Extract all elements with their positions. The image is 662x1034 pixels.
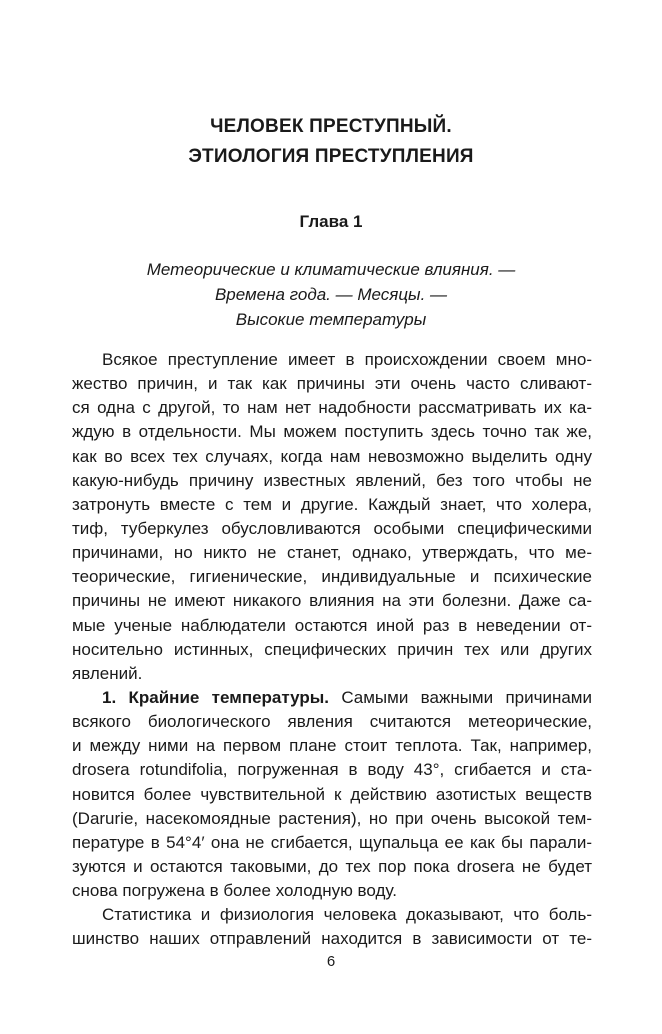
text-line: drosera rotundifolia, погруженная в воду 43°, сгибается и ста- bbox=[72, 760, 592, 780]
summary-line: Времена года. — Месяцы. — bbox=[214, 285, 448, 304]
text-line: как во всех тех случаях, когда нам невозможно выделить одну bbox=[72, 446, 592, 466]
text-line: тиф, туберкулез обусловливаются особыми специфическими bbox=[72, 518, 592, 538]
text-line: Статистика и физиология человека доказывают, что боль- bbox=[102, 905, 592, 925]
text-run: Самыми важными причинами bbox=[328, 687, 592, 707]
text-line bbox=[72, 686, 592, 710]
text-line: какую-нибудь причину известных явлений, без того чтобы не bbox=[72, 470, 592, 490]
text-line: жество причин, и так как причины эти очень часто сливают- bbox=[72, 374, 592, 394]
chapter-summary bbox=[0, 257, 662, 332]
text-line: Всякое преступление имеет в происхождении своем мно- bbox=[102, 350, 592, 369]
text-line: новится более чувствительной к действию азотистых веществ bbox=[72, 784, 592, 804]
text-line: шинство наших отправлений находится в зависимости от те- bbox=[72, 929, 592, 949]
text-line: всякого биологического явления считаются метеорические, bbox=[72, 712, 592, 732]
text-line: носительно истинных, специфических причин тех или других bbox=[72, 639, 592, 659]
text-line: причины не имеют никакого влияния на эти болезни. Даже са- bbox=[72, 591, 592, 611]
page-number: 6 bbox=[326, 953, 336, 970]
summary-line: Высокие температуры bbox=[235, 310, 427, 329]
text-line: зуются и остаются таковыми, до тех пор пока drosera не будет bbox=[72, 856, 592, 876]
text-line: (Darurie, насекомоядные растения), но при очень высокой тем- bbox=[72, 808, 592, 828]
text-line: и между ними на первом плане стоит теплота. Так, например, bbox=[72, 736, 592, 756]
title-line-2: ЭТИОЛОГИЯ ПРЕСТУПЛЕНИЯ bbox=[188, 146, 474, 167]
body-text bbox=[72, 348, 592, 952]
section-runin-heading: 1. Крайние температуры. bbox=[102, 687, 329, 707]
text-line: снова погружена в более холодную воду. bbox=[72, 881, 397, 901]
title-line-1: ЧЕЛОВЕК ПРЕСТУПНЫЙ. bbox=[210, 116, 452, 137]
text-line: ся одна с другой, то нам нет надобности рассматривать их ка- bbox=[72, 398, 592, 418]
text-line: ждую в отдельности. Мы можем поступить здесь точно так же, bbox=[72, 422, 592, 442]
summary-line: Метеорические и климатические влияния. — bbox=[146, 260, 516, 279]
text-line: затронуть вместе с тем и другие. Каждый знает, что холера, bbox=[72, 494, 592, 514]
text-line: мые ученые наблюдатели остаются иной раз в неведении от- bbox=[72, 615, 592, 635]
page-title bbox=[0, 112, 662, 172]
text-line: причинами, но никто не станет, однако, утверждать, что ме- bbox=[72, 543, 592, 563]
text-line: теорические, гигиенические, индивидуальные и психические bbox=[72, 567, 592, 587]
chapter-heading: Глава 1 bbox=[299, 212, 363, 231]
text-line: явлений. bbox=[72, 663, 143, 683]
text-line: пературе в 54°4′ она не сгибается, щупальца ее как бы парали- bbox=[72, 832, 592, 852]
